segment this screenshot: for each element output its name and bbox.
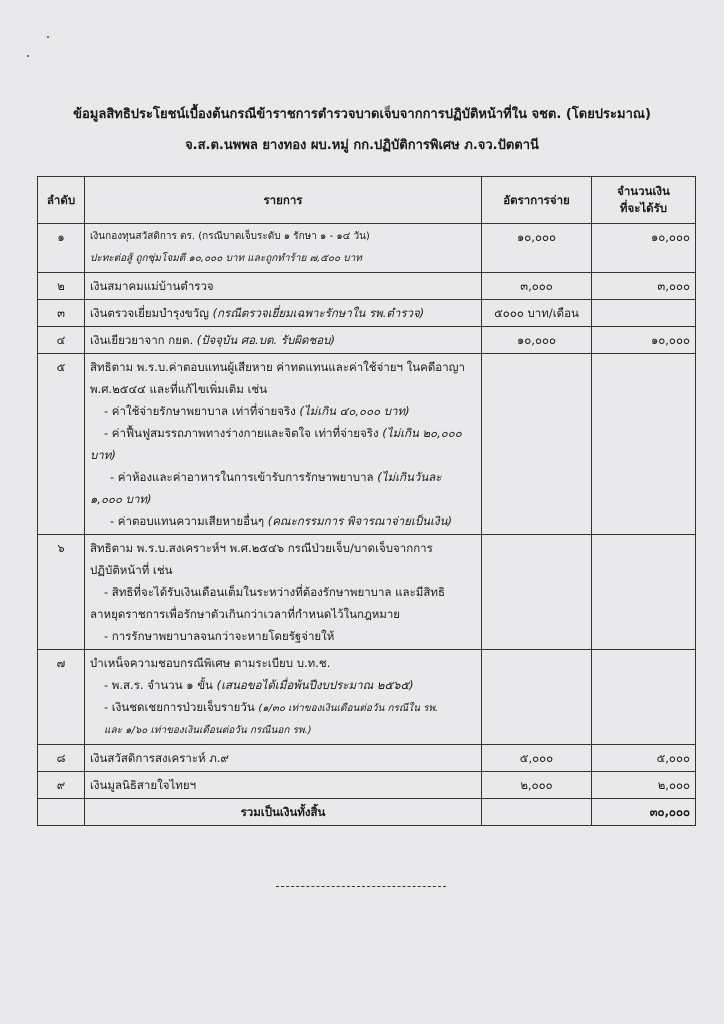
row-item-subitem	[90, 466, 476, 488]
subitem-note: (ไม่เกิน ๔๐,๐๐๐ บาท)	[299, 404, 410, 418]
end-divider	[276, 886, 446, 887]
row-item	[85, 224, 482, 273]
row-item-subitem	[90, 422, 476, 444]
col-header-amount-line1: จำนวนเงิน	[617, 184, 670, 198]
table-row	[38, 745, 696, 772]
row-item-text: เงินตรวจเยี่ยมบำรุงขวัญ	[90, 306, 209, 320]
table-row	[38, 224, 696, 273]
row-item-line: บาท)	[90, 448, 116, 462]
row-rate: ๑๐,๐๐๐	[482, 224, 592, 273]
row-item-subitem	[90, 696, 476, 720]
row-item-line: พ.ศ.๒๕๔๔ และที่แก้ไขเพิ่มเติม เช่น	[90, 382, 268, 396]
table-header	[38, 177, 696, 224]
row-number: ๔	[38, 327, 85, 354]
row-item-line: เงินกองทุนสวัสดิการ ตร. (กรณีบาดเจ็บระดับ ๑ รักษา ๑ - ๑๔ วัน)	[90, 231, 370, 242]
table-row	[38, 535, 696, 650]
row-amount	[592, 354, 696, 535]
table-row	[38, 772, 696, 799]
table-row	[38, 354, 696, 535]
row-amount	[592, 300, 696, 327]
row-number: ๙	[38, 772, 85, 799]
col-header-no: ลำดับ	[38, 177, 85, 224]
total-label: รวมเป็นเงินทั้งสิ้น	[85, 799, 482, 826]
row-item: เงินสวัสดิการสงเคราะห์ ภ.๙	[85, 745, 482, 772]
col-header-amount-line2: ที่จะได้รับ	[619, 201, 668, 215]
row-rate	[482, 535, 592, 650]
col-header-amount	[592, 177, 696, 224]
row-rate	[482, 354, 592, 535]
row-item-line: ๑,๐๐๐ บาท)	[90, 492, 152, 506]
total-amount: ๓๐,๐๐๐	[592, 799, 696, 826]
subitem-note: (เสนอขอได้เมื่อพ้นปีงบประมาณ ๒๕๖๕)	[216, 678, 414, 692]
benefits-table	[37, 176, 696, 826]
row-amount	[592, 535, 696, 650]
subitem-text: - ค่าใช้จ่ายรักษาพยาบาล เท่าที่จ่ายจริง	[104, 404, 296, 418]
row-item-note: (ปัจจุบัน ศอ.บต. รับผิดชอบ)	[196, 333, 335, 347]
row-item-note: ปะทะต่อสู้ ถูกซุ่มโจมตี ๑๐,๐๐๐ บาท และถูกทำร้าย ๗,๕๐๐ บาท	[90, 253, 362, 264]
row-number: ๕	[38, 354, 85, 535]
row-item-subitem: - สิทธิที่จะได้รับเงินเดือนเต็มในระหว่างที่ต้องรักษาพยาบาล และมีสิทธิ	[104, 585, 445, 599]
row-item-subitem	[90, 674, 476, 696]
row-rate	[482, 650, 592, 745]
document-title: ข้อมูลสิทธิประโยชน์เบื้องต้นกรณีข้าราชการตำรวจบาดเจ็บจากการปฏิบัติหน้าที่ใน จชต. (โดยประมาณ)	[73, 107, 651, 122]
row-item	[85, 354, 482, 535]
row-rate: ๓,๐๐๐	[482, 273, 592, 300]
row-item-line: สิทธิตาม พ.ร.บ.สงเคราะห์ฯ พ.ศ.๒๕๔๖ กรณีป่วยเจ็บ/บาดเจ็บจากการ	[90, 541, 433, 555]
row-item: เงินมูลนิธิสายใจไทยฯ	[85, 772, 482, 799]
row-item	[85, 300, 482, 327]
row-item-line: และ ๑/๖๐ เท่าของเงินเดือนต่อวัน กรณีนอก รพ.)	[104, 725, 312, 736]
row-number: ๖	[38, 535, 85, 650]
row-rate: ๕๐๐๐ บาท/เดือน	[482, 300, 592, 327]
row-item-note: (กรณีตรวจเยี่ยมเฉพาะรักษาใน รพ.ตำรวจ)	[212, 306, 425, 320]
row-rate: ๑๐,๐๐๐	[482, 327, 592, 354]
col-header-rate: อัตราการจ่าย	[482, 177, 592, 224]
subitem-note: (๑/๓๐ เท่าของเงินเดือนต่อวัน กรณีใน รพ.	[258, 703, 439, 714]
col-header-item: รายการ	[85, 177, 482, 224]
row-amount: ๑๐,๐๐๐	[592, 327, 696, 354]
row-rate: ๒,๐๐๐	[482, 772, 592, 799]
subitem-note: (ไม่เกินวันละ	[377, 470, 442, 484]
row-item-line: ปฏิบัติหน้าที่ เช่น	[90, 563, 173, 577]
row-number: ๓	[38, 300, 85, 327]
subitem-text: - ค่าฟื้นฟูสมรรถภาพทางร่างกายและจิตใจ เท่าที่จ่ายจริง	[104, 426, 379, 440]
table-row	[38, 300, 696, 327]
table-row	[38, 327, 696, 354]
row-item-subitem: - การรักษาพยาบาลจนกว่าจะหายโดยรัฐจ่ายให้	[104, 629, 335, 643]
row-item-line: สิทธิตาม พ.ร.บ.ค่าตอบแทนผู้เสียหาย ค่าทดแทนและค่าใช้จ่ายฯ ในคดีอาญา	[90, 360, 465, 374]
row-item	[85, 327, 482, 354]
row-number: ๑	[38, 224, 85, 273]
row-item-line: บำเหน็จความชอบกรณีพิเศษ ตามระเบียบ บ.ท.ช.	[90, 656, 331, 670]
total-blank	[38, 799, 85, 826]
total-row	[38, 799, 696, 826]
row-amount	[592, 650, 696, 745]
table-row	[38, 273, 696, 300]
scan-speck	[47, 36, 49, 38]
row-number: ๘	[38, 745, 85, 772]
table-row	[38, 650, 696, 745]
row-item-line: ลาหยุดราชการเพื่อรักษาตัวเกินกว่าเวลาที่กำหนดไว้ในกฎหมาย	[90, 607, 401, 621]
subitem-text: - ค่าห้องและค่าอาหารในการเข้ารับการรักษาพยาบาล	[110, 470, 374, 484]
subitem-note: (คณะกรรมการ พิจารณาจ่ายเป็นเงิน)	[267, 514, 452, 528]
row-amount: ๓,๐๐๐	[592, 273, 696, 300]
subitem-text: - ค่าตอบแทนความเสียหายอื่นๆ	[110, 514, 265, 528]
row-rate: ๕,๐๐๐	[482, 745, 592, 772]
total-rate-blank	[482, 799, 592, 826]
row-item	[85, 535, 482, 650]
row-amount: ๑๐,๐๐๐	[592, 224, 696, 273]
subitem-text: - เงินชดเชยการป่วยเจ็บรายวัน	[104, 700, 255, 714]
row-number: ๒	[38, 273, 85, 300]
row-item-subitem	[90, 510, 476, 532]
scan-speck	[27, 55, 29, 57]
row-amount: ๒,๐๐๐	[592, 772, 696, 799]
row-item	[85, 650, 482, 745]
row-item: เงินสมาคมแม่บ้านตำรวจ	[85, 273, 482, 300]
row-item-text: เงินเยียวยาจาก กยต.	[90, 333, 194, 347]
subitem-note: (ไม่เกิน ๒๐,๐๐๐	[382, 426, 462, 440]
subitem-text: - พ.ส.ร. จำนวน ๑ ขั้น	[104, 678, 213, 692]
row-number: ๗	[38, 650, 85, 745]
row-amount: ๕,๐๐๐	[592, 745, 696, 772]
document-subtitle: จ.ส.ต.นพพล ยางทอง ผบ.หมู่ กก.ปฏิบัติการพิเศษ ภ.จว.ปัตตานี	[185, 138, 539, 153]
row-item-subitem	[90, 400, 476, 422]
